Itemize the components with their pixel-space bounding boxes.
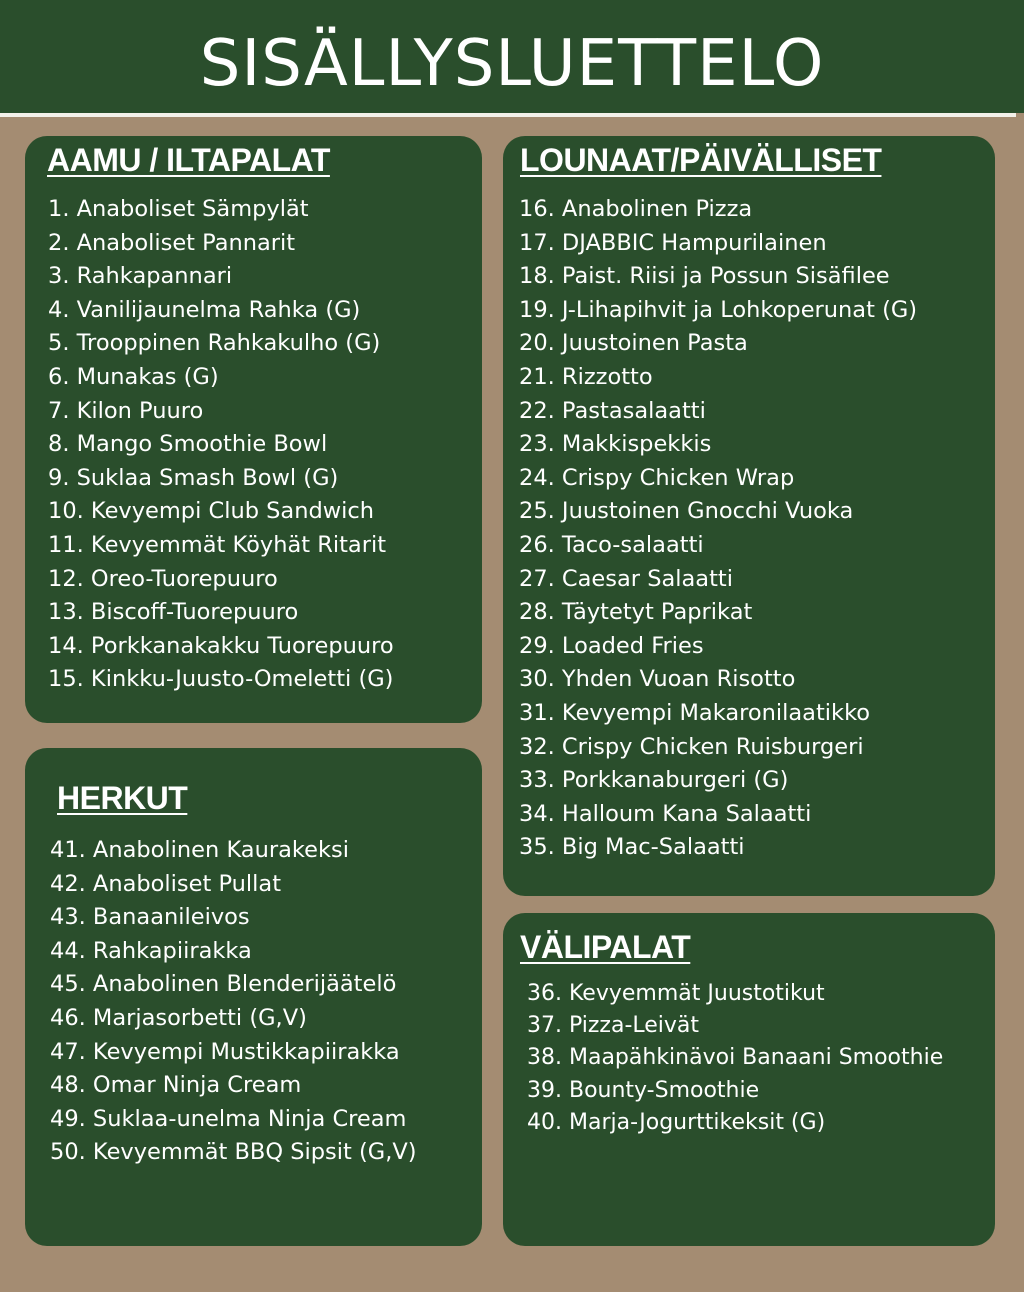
section-herkut [25, 748, 482, 1246]
recipe-list [519, 193, 917, 865]
list-item: 38. Maapähkinävoi Banaani Smoothie [527, 1045, 944, 1071]
list-item: 29. Loaded Fries [519, 632, 704, 659]
list-item: 31. Kevyempi Makaronilaatikko [519, 699, 871, 726]
list-item: 5. Trooppinen Rahkakulho (G) [48, 330, 381, 357]
list-item: 46. Marjasorbetti (G,V) [50, 1004, 307, 1031]
list-item: 3. Rahkapannari [48, 263, 233, 290]
list-item: 1. Anaboliset Sämpylät [48, 196, 309, 222]
list-item: 7. Kilon Puuro [48, 397, 204, 424]
list-item: 44. Rahkapiirakka [50, 937, 252, 964]
list-item: 34. Halloum Kana Salaatti [519, 800, 812, 827]
list-item: 15. Kinkku-Juusto-Omeletti (G) [48, 666, 394, 693]
list-item: 23. Makkispekkis [519, 431, 712, 458]
recipe-list [527, 978, 943, 1139]
section-heading: AAMU / ILTAPALAT [47, 142, 330, 178]
list-item: 17. DJABBIC Hampurilainen [519, 229, 827, 256]
list-item: 9. Suklaa Smash Bowl (G) [48, 464, 339, 491]
list-item: 8. Mango Smoothie Bowl [48, 431, 328, 458]
list-item: 24. Crispy Chicken Wrap [519, 464, 795, 491]
list-item: 43. Banaanileivos [50, 904, 250, 931]
list-item: 45. Anabolinen Blenderijäätelö [50, 971, 397, 998]
list-item: 35. Big Mac-Salaatti [519, 834, 745, 861]
list-item: 14. Porkkanakakku Tuorepuuro [48, 632, 394, 659]
list-item: 18. Paist. Riisi ja Possun Sisäfilee [519, 263, 890, 290]
section-heading: LOUNAAT/PÄIVÄLLISET [520, 142, 882, 178]
list-item: 21. Rizzotto [519, 363, 653, 390]
list-item: 10. Kevyempi Club Sandwich [48, 498, 375, 525]
list-item: 48. Omar Ninja Cream [50, 1072, 302, 1099]
list-item: 20. Juustoinen Pasta [519, 330, 748, 357]
list-item: 4. Vanilijaunelma Rahka (G) [48, 296, 361, 323]
list-item: 26. Taco-salaatti [519, 531, 704, 558]
list-item: 11. Kevyemmät Köyhät Ritarit [48, 531, 387, 558]
list-item: 27. Caesar Salaatti [519, 565, 733, 592]
section-lounaat-paivalliset [503, 136, 995, 896]
list-item: 30. Yhden Vuoan Risotto [519, 666, 796, 693]
list-item: 50. Kevyemmät BBQ Sipsit (G,V) [50, 1139, 417, 1166]
list-item: 39. Bounty-Smoothie [527, 1077, 760, 1103]
list-item: 37. Pizza-Leivät [527, 1013, 700, 1039]
section-heading: VÄLIPALAT [520, 929, 691, 965]
list-item: 40. Marja-Jogurttikeksit (G) [527, 1109, 826, 1135]
list-item: 2. Anaboliset Pannarit [48, 229, 296, 256]
list-item: 33. Porkkanaburgeri (G) [519, 767, 789, 794]
recipe-list [48, 193, 394, 697]
title-divider [0, 113, 1016, 117]
list-item: 28. Täytetyt Paprikat [519, 599, 753, 626]
list-item: 12. Oreo-Tuorepuuro [48, 565, 278, 592]
list-item: 36. Kevyemmät Juustotikut [527, 981, 825, 1006]
list-item: 19. J-Lihapihvit ja Lohkoperunat (G) [519, 296, 918, 323]
list-item: 49. Suklaa-unelma Ninja Cream [50, 1105, 407, 1132]
list-item: 6. Munakas (G) [48, 363, 219, 390]
list-item: 13. Biscoff-Tuorepuuro [48, 599, 299, 626]
list-item: 47. Kevyempi Mustikkapiirakka [50, 1038, 400, 1065]
list-item: 42. Anaboliset Pullat [50, 870, 282, 897]
list-item: 16. Anabolinen Pizza [519, 196, 753, 222]
section-valipalat [503, 913, 995, 1246]
section-heading: HERKUT [57, 780, 188, 816]
list-item: 32. Crispy Chicken Ruisburgeri [519, 733, 864, 760]
section-aamu-iltapalat [25, 136, 482, 723]
list-item: 41. Anabolinen Kaurakeksi [50, 837, 349, 863]
list-item: 22. Pastasalaatti [519, 397, 706, 424]
recipe-list [50, 834, 417, 1170]
page-title: SISÄLLYSLUETTELO [199, 27, 825, 101]
list-item: 25. Juustoinen Gnocchi Vuoka [519, 498, 854, 525]
